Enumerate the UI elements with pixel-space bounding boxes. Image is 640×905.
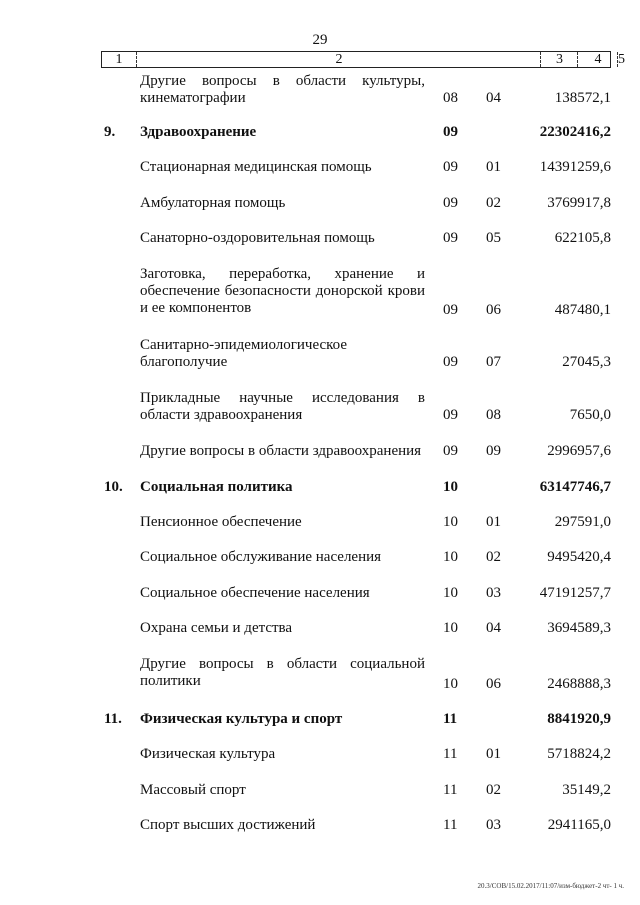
row-amount: 138572,1 <box>554 90 611 106</box>
table-row <box>0 195 640 212</box>
row-amount: 487480,1 <box>554 302 611 318</box>
row-subcode: 03 <box>486 817 501 833</box>
table-row <box>0 230 640 247</box>
row-code: 09 <box>443 354 458 370</box>
row-code: 09 <box>443 195 458 211</box>
row-amount: 2468888,3 <box>547 676 611 692</box>
row-amount: 297591,0 <box>554 514 611 530</box>
row-subcode: 08 <box>486 407 501 423</box>
table-row <box>0 73 640 107</box>
row-name: Социальное обеспечение населения <box>140 585 370 601</box>
table-row <box>0 782 640 799</box>
page-number: 29 <box>312 32 328 48</box>
header-col-4: 4 <box>577 52 618 67</box>
table-row <box>0 159 640 176</box>
row-number: 10. <box>104 479 123 495</box>
row-amount: 622105,8 <box>554 230 611 246</box>
row-code: 10 <box>443 620 458 636</box>
row-name: Заготовка, переработка, хранение и обеспечение безопасности донорской крови и ее компонентов <box>140 266 425 316</box>
row-amount: 47191257,7 <box>539 585 611 601</box>
row-name: Прикладные научные исследования в области здравоохранения <box>140 390 425 423</box>
table-row <box>0 549 640 566</box>
row-code: 11 <box>443 782 458 798</box>
table-row-section <box>0 479 640 496</box>
row-code: 09 <box>443 407 458 423</box>
row-name: Санитарно-эпидемиологическое благополучие <box>140 337 348 370</box>
header-col-3: 3 <box>540 52 578 67</box>
row-code: 11 <box>443 817 458 833</box>
table-row <box>0 620 640 637</box>
document-footer: 20.3/СОВ/15.02.2017/11:07/изм-бюджет-2 чт- 1 ч. <box>477 882 624 890</box>
header-col-1: 1 <box>115 52 123 67</box>
row-amount: 2941165,0 <box>547 817 611 833</box>
row-name: Санаторно-оздоровительная помощь <box>140 230 375 246</box>
row-name: Другие вопросы в области социальной политики <box>140 656 425 689</box>
row-amount: 5718824,2 <box>547 746 611 762</box>
row-amount: 3769917,8 <box>547 195 611 211</box>
row-amount: 3694589,3 <box>547 620 611 636</box>
row-code: 11 <box>443 711 458 727</box>
row-number: 11. <box>104 711 122 727</box>
row-amount: 63147746,7 <box>539 479 611 495</box>
row-code: 10 <box>443 676 458 692</box>
table-row-section <box>0 124 640 141</box>
row-subcode: 01 <box>486 514 501 530</box>
row-code: 08 <box>443 90 458 106</box>
row-amount: 8841920,9 <box>547 711 611 727</box>
row-subcode: 04 <box>486 620 501 636</box>
row-subcode: 06 <box>486 676 501 692</box>
row-code: 10 <box>443 549 458 565</box>
row-subcode: 03 <box>486 585 501 601</box>
row-amount: 9495420,4 <box>547 549 611 565</box>
row-subcode: 09 <box>486 443 501 459</box>
row-code: 09 <box>443 443 458 459</box>
table-row <box>0 817 640 834</box>
row-name: Физическая культура <box>140 746 276 762</box>
row-name: Спорт высших достижений <box>140 817 316 833</box>
row-number: 9. <box>104 124 116 140</box>
row-name: Пенсионное обеспечение <box>140 514 302 530</box>
row-code: 09 <box>443 230 458 246</box>
table-row <box>0 266 640 317</box>
row-code: 10 <box>443 479 458 495</box>
row-name: Охрана семьи и детства <box>140 620 293 636</box>
table-row <box>0 443 640 460</box>
row-subcode: 06 <box>486 302 501 318</box>
table-row <box>0 656 640 690</box>
table-row <box>0 390 640 424</box>
row-name: Амбулаторная помощь <box>140 195 286 211</box>
row-code: 09 <box>443 302 458 318</box>
row-subcode: 01 <box>486 746 501 762</box>
row-code: 11 <box>443 746 458 762</box>
row-name: Социальная политика <box>140 479 293 495</box>
row-subcode: 01 <box>486 159 501 175</box>
row-subcode: 02 <box>486 782 501 798</box>
row-code: 09 <box>443 124 458 140</box>
row-amount: 22302416,2 <box>539 124 611 140</box>
row-name: Другие вопросы в области здравоохранения <box>140 443 422 459</box>
row-amount: 35149,2 <box>562 782 611 798</box>
table-row <box>0 585 640 602</box>
row-amount: 7650,0 <box>569 407 611 423</box>
row-amount: 14391259,6 <box>539 159 611 175</box>
header-col-5: 5 <box>618 52 625 67</box>
table-row <box>0 337 640 371</box>
row-name: Социальное обслуживание населения <box>140 549 382 565</box>
header-col-2: 2 <box>136 52 541 67</box>
row-code: 09 <box>443 159 458 175</box>
table-row <box>0 514 640 531</box>
row-subcode: 04 <box>486 90 501 106</box>
row-code: 10 <box>443 514 458 530</box>
row-subcode: 02 <box>486 549 501 565</box>
row-subcode: 05 <box>486 230 501 246</box>
row-name: Стационарная медицинская помощь <box>140 159 372 175</box>
row-subcode: 07 <box>486 354 501 370</box>
row-subcode: 02 <box>486 195 501 211</box>
row-name: Физическая культура и спорт <box>140 711 343 727</box>
row-code: 10 <box>443 585 458 601</box>
row-name: Массовый спорт <box>140 782 246 798</box>
row-amount: 27045,3 <box>562 354 611 370</box>
row-amount: 2996957,6 <box>547 443 611 459</box>
table-row-section <box>0 711 640 728</box>
row-name: Другие вопросы в области культуры, кинематографии <box>140 73 425 106</box>
row-name: Здравоохранение <box>140 124 257 140</box>
table-row <box>0 746 640 763</box>
table-header-row <box>101 51 625 68</box>
